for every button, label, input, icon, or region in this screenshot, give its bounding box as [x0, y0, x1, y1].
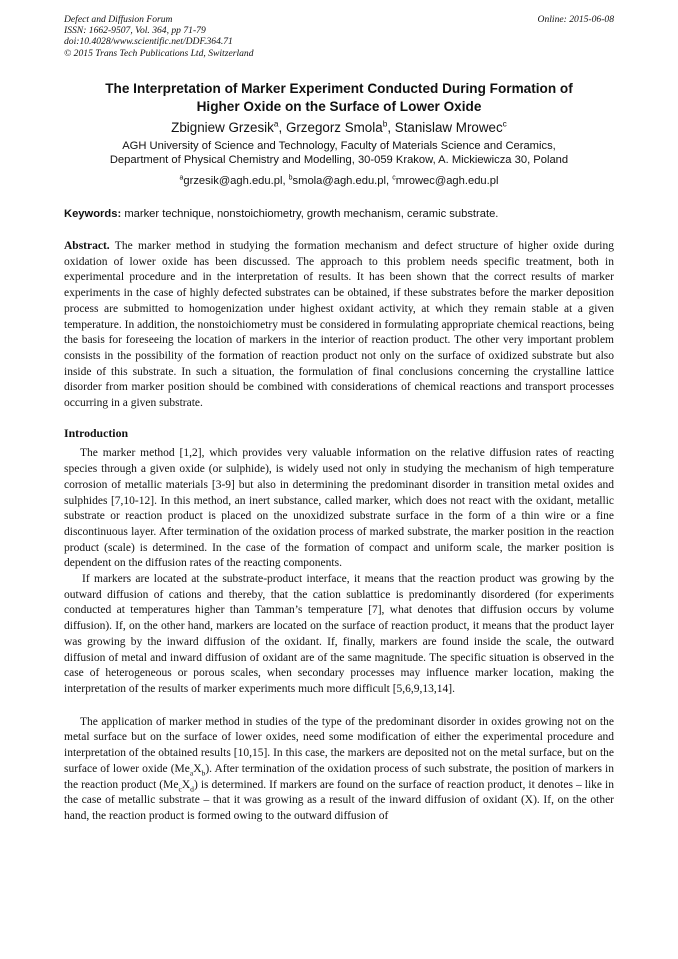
author-affil-mark: a [273, 118, 279, 129]
author-name: Grzegorz Smola [285, 119, 383, 135]
keywords-label: Keywords: [64, 208, 122, 220]
intro-paragraph-1: The marker method [1,2], which provides very valuable information on the relative diffusion rates of reacting species through a given oxide (or sulphide), is widely used not only in studying the mechanism of high temperature corrosion of metallic materials [3-9] but also in determining the predominant disorder in transition metal oxides and sulphides [7,10-12]. In this method, an inert substance, called marker, which does not react with the oxidant, metallic substrate or reaction product is placed on the unoxidized substrate surface in the form of a thin wire or a fine discontinuous layer. After termination of the oxidation process of marked substrate, the marker position in the reaction product (scale) is determined. In the case of the formation of compact and uniform scale, the marker position is dependent on the diffusion rates of the reacting components. [64, 447, 614, 570]
affiliation-line-2: Department of Physical Chemistry and Modelling, 30-059 Krakow, A. Mickiewicza 30, Poland [109, 154, 569, 167]
title-line-2: Higher Oxide on the Surface of Lower Oxide [196, 98, 482, 114]
paper-title [64, 80, 614, 116]
intro-paragraph-3 [64, 715, 614, 825]
subscript: a [189, 768, 194, 778]
keywords-text: marker technique, nonstoichiometry, growth mechanism, ceramic substrate. [124, 208, 499, 220]
author-emails: $^a$grzesik@agh.edu.pl, $^b$smola@agh.edu.pl, $^c$mrowec@agh.edu.pl [179, 174, 499, 187]
author-affil-mark: c [502, 118, 507, 129]
text-run: ) is determined. If markers are found on the surface of reaction product, it denotes – like in the case of metallic substrate – that it was growing as a result of the inward diffusion of oxidant (X). If, on the other hand, the reaction product is formed owing to the outward diffusion of [64, 778, 614, 822]
email-link[interactable]: grzesik@agh.edu.pl [183, 175, 283, 187]
text-run: The application of marker method in studies of the type of the predominant disorder in oxides growing not on the metal surface but on the surface of lower oxides, need some modification of either the experimental procedure and interpretation of the obtained results [10,15]. In this case, the markers are deposited not on the metal surface, but on the surface of lower oxide (Me [64, 715, 614, 775]
online-date: Online: 2015-06-08 [537, 14, 614, 25]
journal-doi: doi:10.4028/www.scientific.net/DDF.364.71 [64, 36, 233, 48]
author-name: Zbigniew Grzesik [171, 119, 274, 135]
abstract-label: Abstract. [64, 240, 110, 252]
email-mark: a [179, 174, 184, 182]
journal-info [64, 14, 254, 59]
journal-header [64, 14, 614, 59]
journal-copyright: © 2015 Trans Tech Publications Ltd, Switzerland [64, 47, 254, 59]
section-heading-introduction: Introduction [64, 425, 129, 440]
subscript: d [190, 783, 194, 793]
journal-name: Defect and Diffusion Forum [64, 14, 173, 25]
subscript: c [178, 783, 182, 793]
text-run: X [181, 778, 191, 791]
abstract-text: The marker method in studying the formation mechanism and defect structure of higher oxide during oxidation of lower oxide has been discussed. The approach to this problem needs specific treatment, both in experimental procedure and in the interpretation of results. It has been shown that the correct results of marker experiments in the case of highly defected substrates can be obtained, if these substrates before the marker deposition process are submitted to homogenization under highest oxidant activity, at which they remain stable at a given temperature. In addition, the nonstoichiometry must be considered in formulating appropriate chemical reactions, being the basis for foreseeing the location of markers in the interior of reaction product. The other very important problem consists in the possibility of the formation of reaction product not only on the surface of oxidized substrate but also inside of this substrate. In such a situation, the formulation of final conclusions concerning the crystalline lattice disorder from marker position should be combined with considerations of chemical reactions and transport processes occurring in a given substrate. [64, 240, 614, 410]
email-mark: b [288, 174, 293, 182]
journal-issn: ISSN: 1662-9507, Vol. 364, pp 71-79 [64, 25, 206, 37]
text-run: X [193, 762, 202, 775]
affiliation-line-1: AGH University of Science and Technology, Faculty of Materials Science and Ceramics, [122, 139, 556, 152]
author-list: Zbigniew Grzesik$^a$, Grzegorz Smola$^b$, Stanislaw Mrowec$^c$ [171, 118, 507, 135]
email-link[interactable]: smola@agh.edu.pl [292, 175, 386, 187]
email-mark: c [392, 174, 396, 182]
intro-paragraph-2: If markers are located at the substrate-product interface, it means that the reaction product was growing by the outward diffusion of cations and thereby, that the cation sublattice is predominantly disordered (for experiments conducted at temperatures higher than Tamman’s temperature [7], what denotes that diffusion occurs by volume diffusion). If, on the other hand, markers are located on the surface of reaction product, it means that the product layer was growing by the inward diffusion of the oxidant. If, finally, markers are found inside the scale, the outward diffusion of metal and inward diffusion of oxidant are of the same magnitude. The specific situation is observed in the case of heterogeneous or porous scales, when secondary processes may influence marker location, making the interpretation of the results of marker experiments much more difficult [5,6,9,13,14]. [64, 573, 614, 695]
keywords [64, 207, 614, 221]
author-affil-mark: b [382, 118, 388, 129]
affiliation [64, 139, 614, 168]
abstract [64, 239, 614, 412]
text-run: ). After termination of the oxidation process of such substrate, the position of markers in the reaction product (Me [64, 762, 614, 791]
subscript: b [201, 768, 206, 778]
email-link[interactable]: mrowec@agh.edu.pl [395, 175, 499, 187]
author-name: Stanislaw Mrowec [394, 119, 503, 135]
title-line-1: The Interpretation of Marker Experiment Conducted During Formation of [105, 80, 573, 96]
